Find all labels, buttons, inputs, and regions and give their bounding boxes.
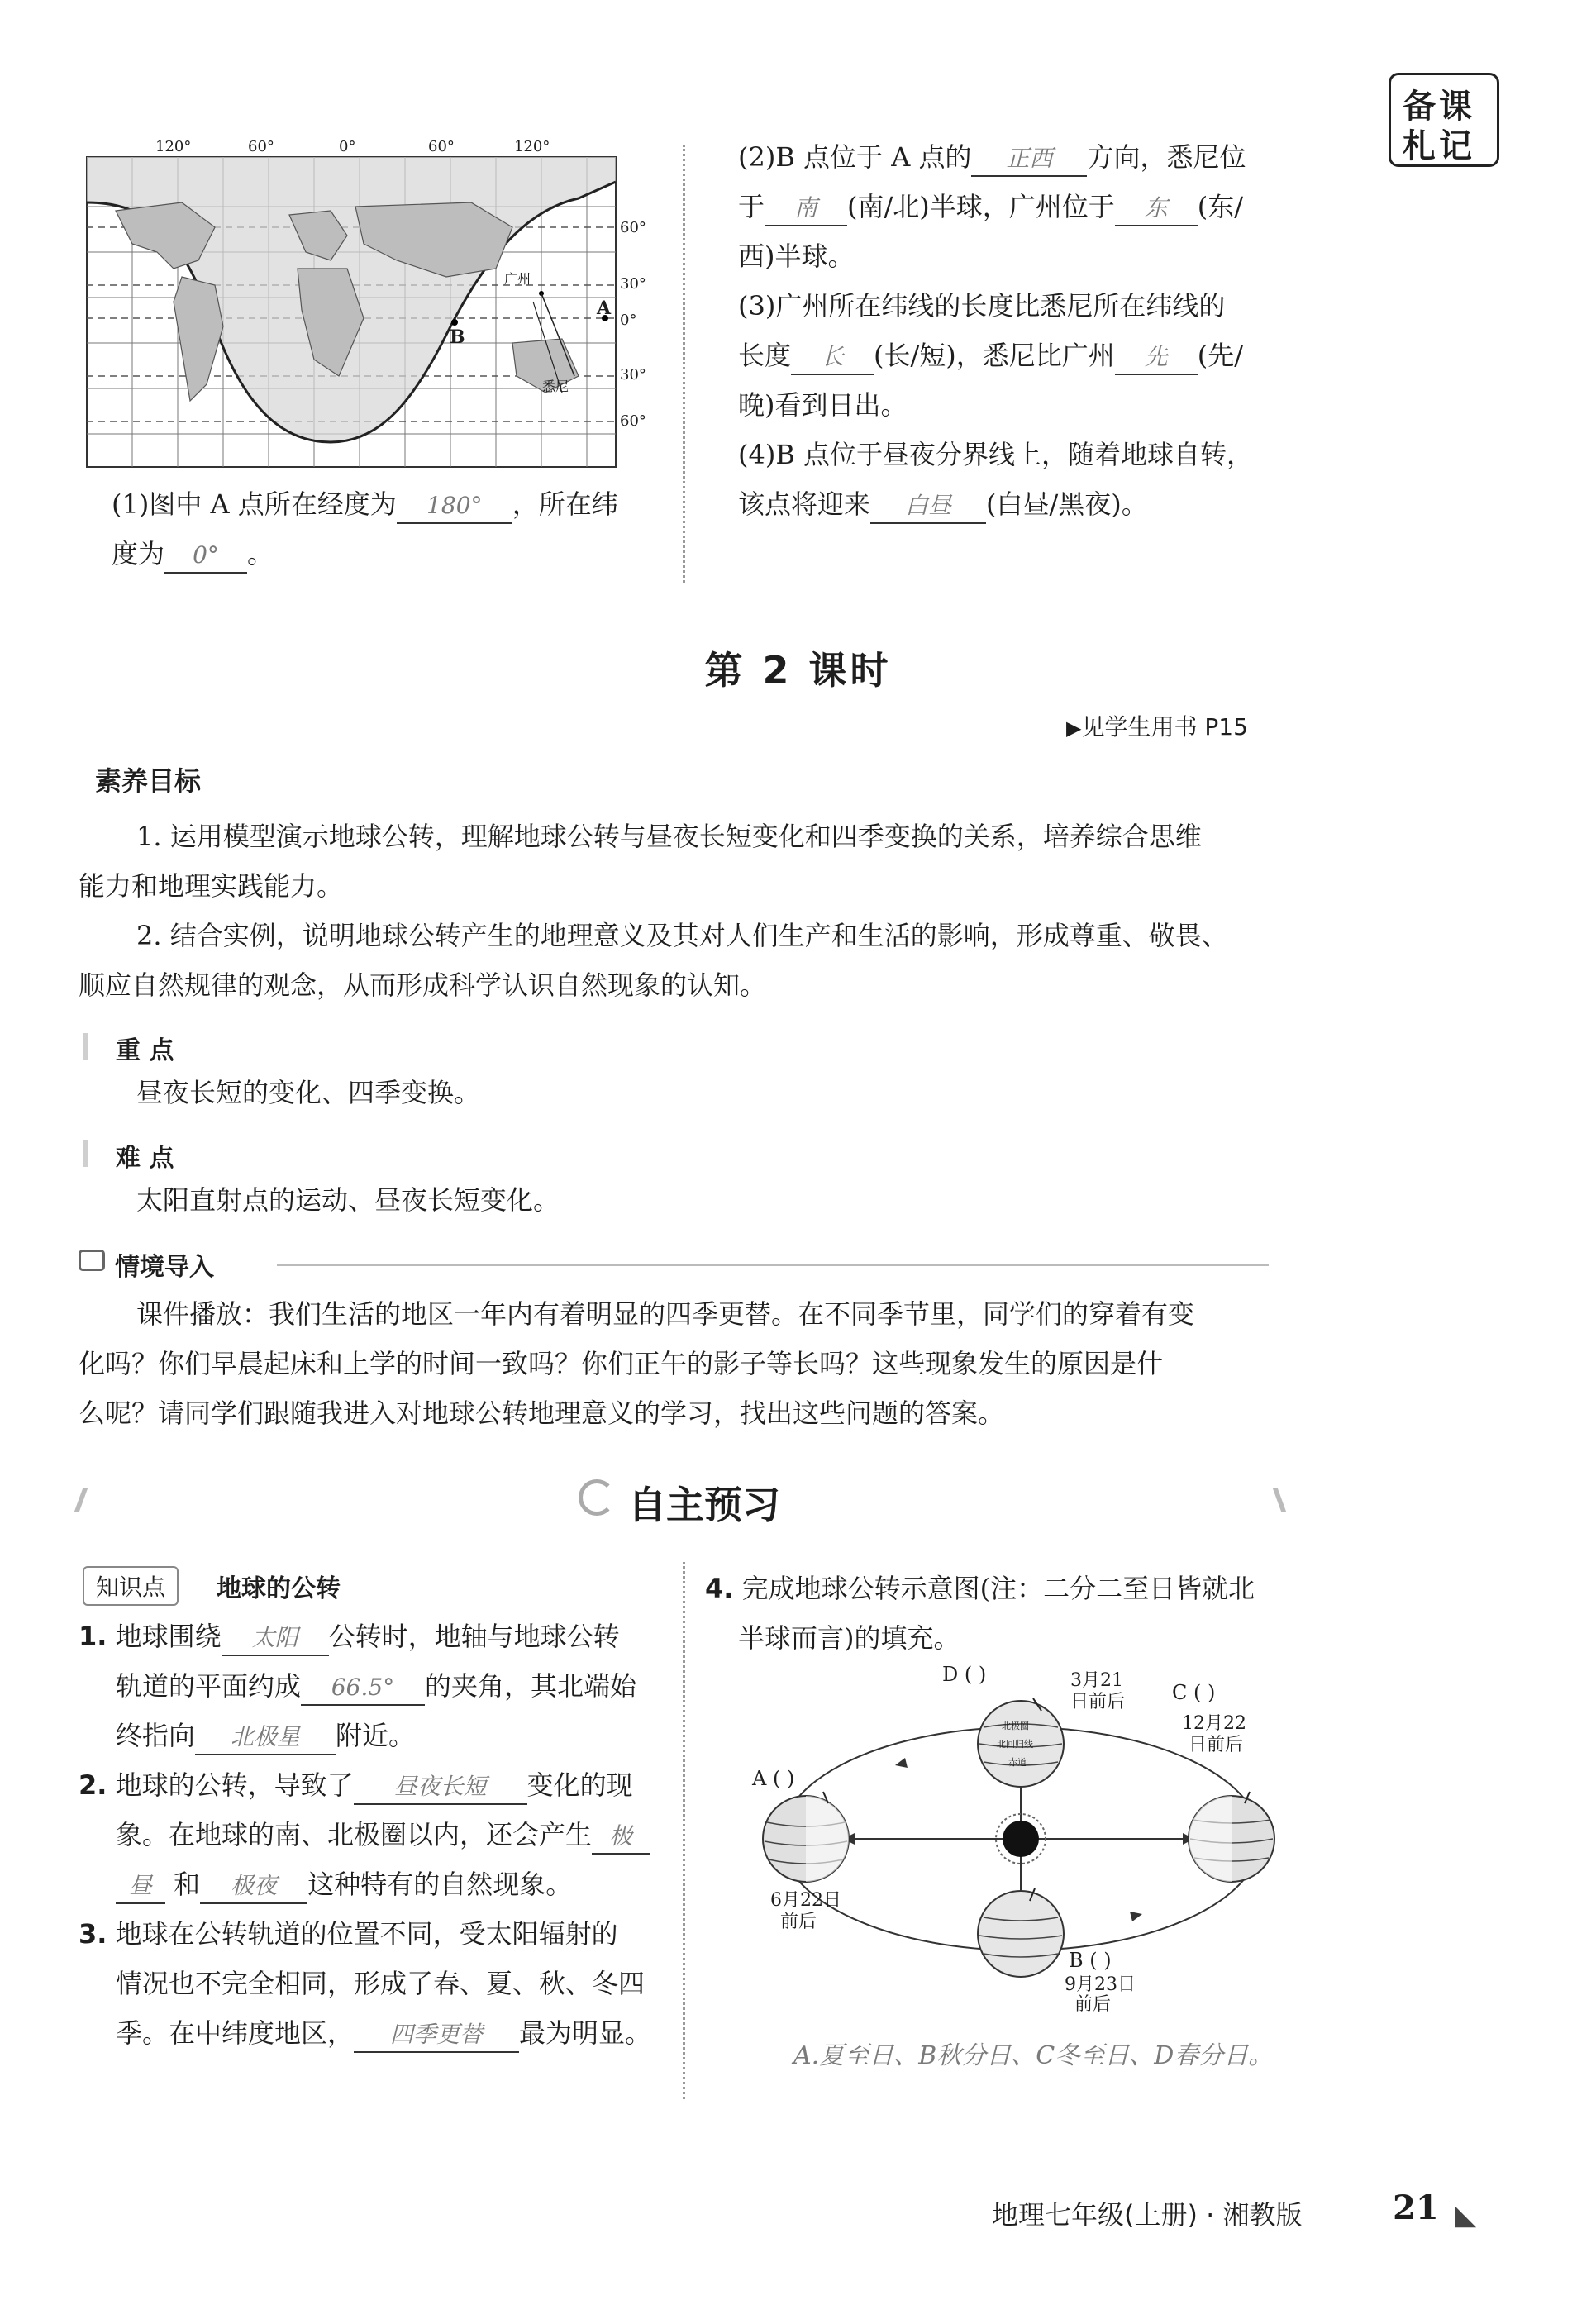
q2-answer-hemisphere: 南	[765, 192, 847, 226]
orbit-date-a2: 前后	[780, 1912, 817, 1932]
map-guangzhou: 广州	[504, 271, 531, 287]
goal-2-line1: 2. 结合实例，说明地球公转产生的地理意义及其对人们生产和生活的影响，形成尊重、敬畏、	[136, 920, 1228, 951]
q3-text: 长度	[738, 340, 792, 371]
question-1-line1	[112, 479, 674, 529]
student-book-ref	[1066, 709, 1248, 742]
globe-label-arctic: 北极圈	[1002, 1721, 1029, 1731]
p2-answer-daylength: 昼夜长短	[354, 1770, 527, 1805]
q4-text: (白昼/黑夜)。	[986, 488, 1148, 520]
difficulty-bar	[83, 1140, 88, 1167]
corner-arrow-icon: ◣	[1455, 2198, 1477, 2231]
p1-line2	[116, 1661, 678, 1711]
p2-text: 这种特有的自然现象。	[307, 1869, 573, 1900]
q3-answer-sunrise: 先	[1115, 340, 1198, 375]
question-3-line3: 晚)看到日出。	[738, 389, 908, 421]
key-heading: 重 点	[116, 1036, 174, 1065]
key-text: 昼夜长短的变化、四季变换。	[136, 1077, 481, 1108]
p3-number: 3.	[79, 1918, 107, 1950]
column-divider-top	[683, 145, 685, 583]
p3-line1	[79, 1909, 674, 1959]
map-top-tick: 60°	[428, 138, 455, 155]
p1-line3	[116, 1711, 678, 1760]
p1-text: 附近。	[336, 1720, 416, 1751]
badge-line1: 备课	[1403, 88, 1475, 126]
goal-1-line2: 能力和地理实践能力。	[79, 870, 344, 902]
swirl-icon	[579, 1479, 615, 1516]
q1-text: (1)图中 A 点所在经度为	[112, 488, 397, 520]
q1-text: 。	[247, 538, 274, 569]
p2-answer-polar-day-2: 昼	[116, 1869, 165, 1904]
p2-line3	[116, 1859, 678, 1909]
orbit-date-c1: 12月22	[1182, 1713, 1246, 1734]
p1-answer-star: 北极星	[195, 1721, 336, 1755]
map-right-tick: 60°	[620, 219, 646, 236]
question-3-line1: (3)广州所在纬线的长度比悉尼所在纬线的	[738, 290, 1226, 321]
globe-label-equator: 赤道	[1008, 1757, 1027, 1768]
p2-text: 变化的现	[526, 1769, 633, 1801]
world-map-svg	[83, 136, 661, 483]
map-top-tick: 120°	[155, 138, 192, 155]
q3-answer-length: 长	[791, 340, 874, 375]
question-4-line2	[738, 479, 1465, 529]
p3-text: 地球在公转轨道的位置不同，受太阳辐射的	[115, 1918, 618, 1950]
q2-answer-eastwest: 东	[1115, 192, 1198, 226]
knowledge-tag: 知识点	[83, 1566, 179, 1606]
p2-line1	[79, 1760, 674, 1810]
p2-text: 象。在地球的南、北极圈以内，还会产生	[116, 1819, 593, 1850]
p2-number: 2.	[79, 1769, 107, 1801]
p4-number: 4.	[705, 1573, 734, 1604]
question-3-line2	[738, 331, 1465, 380]
orbit-date-b2: 前后	[1074, 1994, 1112, 2015]
p3-text: 季。在中纬度地区，	[116, 2017, 355, 2049]
question-4-line1: (4)B 点位于昼夜分界线上，随着地球自转，	[738, 439, 1254, 470]
p1-text: 的夹角，其北端始	[425, 1670, 637, 1702]
goal-2-line2: 顺应自然规律的观念，从而形成科学认识自然现象的认知。	[79, 969, 767, 1001]
orbit-date-d2: 日前后	[1070, 1692, 1126, 1712]
q2-text: 方向，悉尼位	[1087, 141, 1246, 173]
map-right-tick: 60°	[620, 412, 646, 430]
question-2-line2	[738, 182, 1465, 231]
map-top-tick: 120°	[514, 138, 550, 155]
answer-4: A.夏至日、B秋分日、C冬至日、D春分日。	[793, 2041, 1274, 2070]
goals-heading: 素养目标	[95, 765, 202, 797]
q2-text: (2)B 点位于 A 点的	[738, 141, 972, 173]
p1-answer-sun: 太阳	[222, 1621, 329, 1656]
question-2-line3: 西)半球。	[738, 240, 855, 272]
p1-text: 轨道的平面约成	[116, 1670, 302, 1702]
p2-answer-polar-day-1: 极	[592, 1820, 650, 1855]
p2-text: 地球的公转，导致了	[115, 1769, 354, 1801]
map-point-a: A	[597, 298, 612, 319]
page-number: 21	[1393, 2188, 1439, 2227]
ref-text: 见学生用书 P15	[1081, 713, 1248, 740]
q3-text: (先/	[1197, 340, 1244, 371]
q4-answer: 白昼	[870, 489, 986, 524]
intro-line1: 课件播放：我们生活的地区一年内有着明显的四季更替。在不同季节里，同学们的穿着有变	[136, 1298, 1195, 1330]
p3-line2: 情况也不完全相同，形成了春、夏、秋、冬四	[116, 1968, 646, 1999]
q4-text: 该点将迎来	[738, 488, 871, 520]
intro-line2: 化吗？你们早晨起床和上学的时间一致吗？你们正午的影子等长吗？这些现象发生的原因是什	[79, 1348, 1164, 1379]
globe-label-tropic: 北回归线	[997, 1739, 1033, 1750]
p3-text: 最为明显。	[519, 2017, 652, 2049]
intro-line3: 么呢？请同学们跟随我进入对地球公转地理意义的学习，找出这些问题的答案。	[79, 1398, 1005, 1429]
orbit-label-b: B ( )	[1069, 1949, 1112, 1972]
orbit-date-a1: 6月22日	[770, 1890, 841, 1911]
p4-line1	[705, 1564, 1300, 1613]
orbit-date-d1: 3月21	[1070, 1670, 1123, 1691]
orbit-label-d: D ( )	[942, 1663, 987, 1686]
q2-answer-direction: 正西	[971, 142, 1087, 177]
p1-number: 1.	[79, 1621, 107, 1652]
section-right-decor	[1248, 1488, 1287, 1512]
p2-line2	[116, 1810, 686, 1859]
intro-heading: 情境导入	[115, 1253, 214, 1282]
p1-line1	[79, 1612, 674, 1661]
orbit-date-b1: 9月23日	[1065, 1974, 1136, 1995]
play-arrow-icon: ▶	[1066, 717, 1082, 740]
knowledge-title: 地球的公转	[217, 1574, 341, 1603]
map-right-tick: 0°	[620, 312, 637, 329]
p4-text: 完成地球公转示意图(注：二分二至日皆就北	[741, 1573, 1255, 1604]
q2-text: 于	[738, 191, 765, 222]
key-bar	[83, 1033, 88, 1060]
question-2-line1	[738, 132, 1465, 182]
q1-answer-longitude: 180°	[397, 489, 512, 524]
map-right-tick: 30°	[620, 275, 646, 293]
difficulty-heading: 难 点	[116, 1144, 174, 1173]
p1-text: 公转时，地轴与地球公转	[328, 1621, 620, 1652]
orbit-date-c2: 日前后	[1189, 1735, 1244, 1755]
orbit-diagram	[744, 1661, 1289, 2015]
badge-line2: 札记	[1403, 127, 1475, 165]
intro-rule	[277, 1264, 1269, 1266]
map-top-tick: 60°	[248, 138, 274, 155]
map-top-tick: 0°	[339, 138, 356, 155]
p1-answer-angle: 66.5°	[301, 1671, 425, 1706]
world-map-figure	[83, 136, 661, 483]
intro-heading-row	[79, 1246, 1281, 1282]
orbit-label-a: A ( )	[752, 1767, 795, 1790]
p2-text: 和	[174, 1869, 201, 1900]
q3-text: (长/短)，悉尼比广州	[874, 340, 1115, 371]
map-sydney: 悉尼	[542, 379, 569, 394]
p2-answer-polar-night: 极夜	[200, 1869, 307, 1904]
footer-book: 地理七年级(上册) · 湘教版	[992, 2199, 1303, 2231]
difficulty-text: 太阳直射点的运动、昼夜长短变化。	[136, 1184, 560, 1216]
lesson-title: 第 2 课时	[704, 648, 892, 693]
map-right-tick: 30°	[620, 366, 646, 383]
screen-icon	[79, 1250, 105, 1271]
map-point-b: B	[450, 326, 465, 348]
q1-answer-latitude: 0°	[164, 539, 247, 574]
p3-answer-seasons: 四季更替	[354, 2018, 519, 2053]
p1-text: 地球围绕	[115, 1621, 222, 1652]
orbit-label-c: C ( )	[1172, 1681, 1216, 1704]
p1-text: 终指向	[116, 1720, 196, 1751]
p3-line3	[116, 2008, 686, 2058]
q1-text: ，所在纬	[512, 488, 618, 520]
p4-line2: 半球而言)的填充。	[738, 1622, 960, 1654]
section-title: 自主预习	[628, 1483, 780, 1527]
question-1-line2	[112, 529, 674, 579]
q2-text: (南/北)半球，广州位于	[847, 191, 1115, 222]
q2-text: (东/	[1197, 191, 1244, 222]
goal-1-line1: 1. 运用模型演示地球公转，理解地球公转与昼夜长短变化和四季变换的关系，培养综合思维	[136, 821, 1202, 852]
section-left-decor	[74, 1488, 121, 1512]
q1-text: 度为	[112, 538, 165, 569]
